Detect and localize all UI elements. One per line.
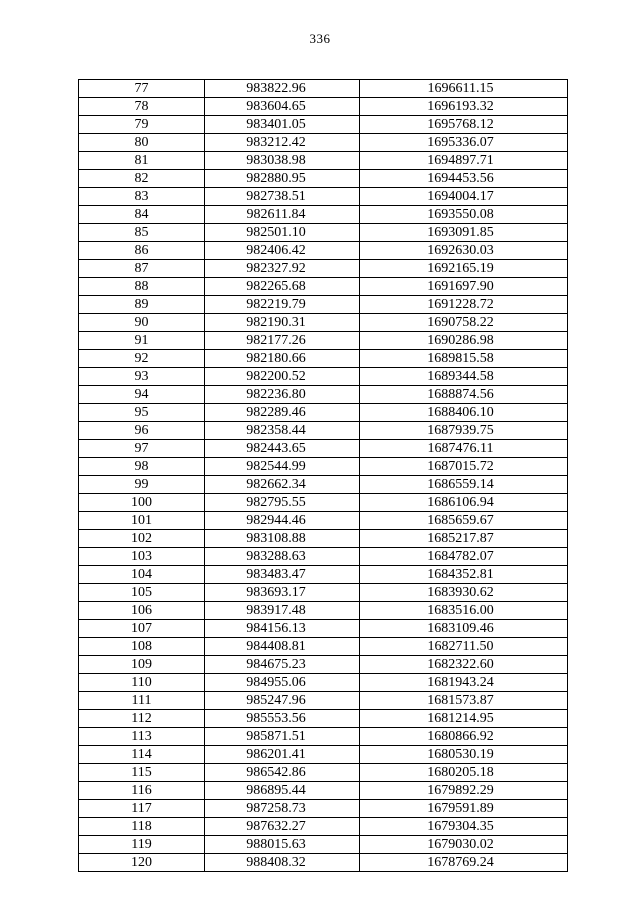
x-coordinate-cell: 987258.73 xyxy=(205,800,360,818)
x-coordinate-cell: 988015.63 xyxy=(205,836,360,854)
x-coordinate-cell: 982880.95 xyxy=(205,170,360,188)
x-coordinate-cell: 983604.65 xyxy=(205,98,360,116)
point-number-cell: 94 xyxy=(79,386,205,404)
point-number-cell: 110 xyxy=(79,674,205,692)
point-number-cell: 105 xyxy=(79,584,205,602)
y-coordinate-cell: 1682711.50 xyxy=(360,638,568,656)
point-number-cell: 113 xyxy=(79,728,205,746)
point-number-cell: 78 xyxy=(79,98,205,116)
point-number-cell: 92 xyxy=(79,350,205,368)
point-number-cell: 115 xyxy=(79,764,205,782)
point-number-cell: 109 xyxy=(79,656,205,674)
x-coordinate-cell: 982944.46 xyxy=(205,512,360,530)
table-row xyxy=(79,638,568,656)
x-coordinate-cell: 983483.47 xyxy=(205,566,360,584)
point-number-cell: 101 xyxy=(79,512,205,530)
table-row xyxy=(79,494,568,512)
x-coordinate-cell: 984675.23 xyxy=(205,656,360,674)
x-coordinate-cell: 982236.80 xyxy=(205,386,360,404)
table-row xyxy=(79,674,568,692)
y-coordinate-cell: 1681214.95 xyxy=(360,710,568,728)
x-coordinate-cell: 982358.44 xyxy=(205,422,360,440)
x-coordinate-cell: 982200.52 xyxy=(205,368,360,386)
table-row xyxy=(79,476,568,494)
x-coordinate-cell: 986895.44 xyxy=(205,782,360,800)
y-coordinate-cell: 1696611.15 xyxy=(360,80,568,98)
table-row xyxy=(79,692,568,710)
x-coordinate-cell: 985247.96 xyxy=(205,692,360,710)
x-coordinate-cell: 987632.27 xyxy=(205,818,360,836)
point-number-cell: 99 xyxy=(79,476,205,494)
y-coordinate-cell: 1694897.71 xyxy=(360,152,568,170)
y-coordinate-cell: 1690286.98 xyxy=(360,332,568,350)
y-coordinate-cell: 1690758.22 xyxy=(360,314,568,332)
x-coordinate-cell: 982327.92 xyxy=(205,260,360,278)
table-row xyxy=(79,440,568,458)
table-row xyxy=(79,422,568,440)
coordinates-table xyxy=(78,79,568,872)
point-number-cell: 77 xyxy=(79,80,205,98)
point-number-cell: 84 xyxy=(79,206,205,224)
x-coordinate-cell: 984408.81 xyxy=(205,638,360,656)
y-coordinate-cell: 1688874.56 xyxy=(360,386,568,404)
table-row xyxy=(79,368,568,386)
point-number-cell: 86 xyxy=(79,242,205,260)
x-coordinate-cell: 985871.51 xyxy=(205,728,360,746)
y-coordinate-cell: 1685659.67 xyxy=(360,512,568,530)
point-number-cell: 80 xyxy=(79,134,205,152)
y-coordinate-cell: 1680530.19 xyxy=(360,746,568,764)
table-row xyxy=(79,710,568,728)
table-row xyxy=(79,242,568,260)
x-coordinate-cell: 988408.32 xyxy=(205,854,360,872)
y-coordinate-cell: 1681943.24 xyxy=(360,674,568,692)
point-number-cell: 111 xyxy=(79,692,205,710)
x-coordinate-cell: 983038.98 xyxy=(205,152,360,170)
table-row xyxy=(79,134,568,152)
point-number-cell: 102 xyxy=(79,530,205,548)
y-coordinate-cell: 1683516.00 xyxy=(360,602,568,620)
point-number-cell: 89 xyxy=(79,296,205,314)
y-coordinate-cell: 1694004.17 xyxy=(360,188,568,206)
y-coordinate-cell: 1695336.07 xyxy=(360,134,568,152)
table-row xyxy=(79,800,568,818)
x-coordinate-cell: 983108.88 xyxy=(205,530,360,548)
table-row xyxy=(79,188,568,206)
point-number-cell: 79 xyxy=(79,116,205,134)
point-number-cell: 104 xyxy=(79,566,205,584)
y-coordinate-cell: 1683109.46 xyxy=(360,620,568,638)
x-coordinate-cell: 985553.56 xyxy=(205,710,360,728)
y-coordinate-cell: 1691697.90 xyxy=(360,278,568,296)
x-coordinate-cell: 983288.63 xyxy=(205,548,360,566)
table-row xyxy=(79,296,568,314)
y-coordinate-cell: 1685217.87 xyxy=(360,530,568,548)
table-row xyxy=(79,764,568,782)
point-number-cell: 103 xyxy=(79,548,205,566)
x-coordinate-cell: 983917.48 xyxy=(205,602,360,620)
table-row xyxy=(79,854,568,872)
y-coordinate-cell: 1695768.12 xyxy=(360,116,568,134)
point-number-cell: 116 xyxy=(79,782,205,800)
x-coordinate-cell: 983401.05 xyxy=(205,116,360,134)
point-number-cell: 91 xyxy=(79,332,205,350)
y-coordinate-cell: 1687476.11 xyxy=(360,440,568,458)
y-coordinate-cell: 1684352.81 xyxy=(360,566,568,584)
table-row xyxy=(79,746,568,764)
table-row xyxy=(79,782,568,800)
table-row xyxy=(79,170,568,188)
table-row xyxy=(79,620,568,638)
x-coordinate-cell: 983693.17 xyxy=(205,584,360,602)
table-row xyxy=(79,530,568,548)
y-coordinate-cell: 1680205.18 xyxy=(360,764,568,782)
x-coordinate-cell: 982289.46 xyxy=(205,404,360,422)
x-coordinate-cell: 982219.79 xyxy=(205,296,360,314)
x-coordinate-cell: 986542.86 xyxy=(205,764,360,782)
y-coordinate-cell: 1696193.32 xyxy=(360,98,568,116)
y-coordinate-cell: 1678769.24 xyxy=(360,854,568,872)
table-row xyxy=(79,152,568,170)
x-coordinate-cell: 982795.55 xyxy=(205,494,360,512)
y-coordinate-cell: 1691228.72 xyxy=(360,296,568,314)
y-coordinate-cell: 1694453.56 xyxy=(360,170,568,188)
y-coordinate-cell: 1681573.87 xyxy=(360,692,568,710)
point-number-cell: 98 xyxy=(79,458,205,476)
table-row xyxy=(79,278,568,296)
x-coordinate-cell: 982738.51 xyxy=(205,188,360,206)
table-row xyxy=(79,224,568,242)
x-coordinate-cell: 982501.10 xyxy=(205,224,360,242)
table-row xyxy=(79,548,568,566)
point-number-cell: 96 xyxy=(79,422,205,440)
y-coordinate-cell: 1679892.29 xyxy=(360,782,568,800)
point-number-cell: 100 xyxy=(79,494,205,512)
y-coordinate-cell: 1693091.85 xyxy=(360,224,568,242)
point-number-cell: 97 xyxy=(79,440,205,458)
y-coordinate-cell: 1689344.58 xyxy=(360,368,568,386)
table-row xyxy=(79,350,568,368)
table-row xyxy=(79,584,568,602)
y-coordinate-cell: 1686559.14 xyxy=(360,476,568,494)
y-coordinate-cell: 1692630.03 xyxy=(360,242,568,260)
point-number-cell: 85 xyxy=(79,224,205,242)
x-coordinate-cell: 983212.42 xyxy=(205,134,360,152)
x-coordinate-cell: 982180.66 xyxy=(205,350,360,368)
x-coordinate-cell: 982662.34 xyxy=(205,476,360,494)
y-coordinate-cell: 1687939.75 xyxy=(360,422,568,440)
y-coordinate-cell: 1693550.08 xyxy=(360,206,568,224)
table-row xyxy=(79,260,568,278)
point-number-cell: 82 xyxy=(79,170,205,188)
x-coordinate-cell: 982265.68 xyxy=(205,278,360,296)
x-coordinate-cell: 983822.96 xyxy=(205,80,360,98)
table-row xyxy=(79,728,568,746)
y-coordinate-cell: 1688406.10 xyxy=(360,404,568,422)
y-coordinate-cell: 1683930.62 xyxy=(360,584,568,602)
x-coordinate-cell: 982443.65 xyxy=(205,440,360,458)
point-number-cell: 83 xyxy=(79,188,205,206)
point-number-cell: 95 xyxy=(79,404,205,422)
y-coordinate-cell: 1682322.60 xyxy=(360,656,568,674)
table-row xyxy=(79,512,568,530)
table-row xyxy=(79,656,568,674)
y-coordinate-cell: 1689815.58 xyxy=(360,350,568,368)
point-number-cell: 88 xyxy=(79,278,205,296)
x-coordinate-cell: 986201.41 xyxy=(205,746,360,764)
x-coordinate-cell: 982177.26 xyxy=(205,332,360,350)
table-row xyxy=(79,314,568,332)
point-number-cell: 119 xyxy=(79,836,205,854)
x-coordinate-cell: 982544.99 xyxy=(205,458,360,476)
table-row xyxy=(79,332,568,350)
point-number-cell: 107 xyxy=(79,620,205,638)
table-body xyxy=(79,80,568,872)
page-number: 336 xyxy=(309,31,331,46)
point-number-cell: 117 xyxy=(79,800,205,818)
point-number-cell: 120 xyxy=(79,854,205,872)
y-coordinate-cell: 1680866.92 xyxy=(360,728,568,746)
table-row xyxy=(79,566,568,584)
x-coordinate-cell: 984156.13 xyxy=(205,620,360,638)
point-number-cell: 112 xyxy=(79,710,205,728)
point-number-cell: 108 xyxy=(79,638,205,656)
table-row xyxy=(79,206,568,224)
x-coordinate-cell: 982611.84 xyxy=(205,206,360,224)
point-number-cell: 114 xyxy=(79,746,205,764)
table-row xyxy=(79,818,568,836)
table-row xyxy=(79,116,568,134)
table-row xyxy=(79,836,568,854)
y-coordinate-cell: 1687015.72 xyxy=(360,458,568,476)
point-number-cell: 81 xyxy=(79,152,205,170)
table-row xyxy=(79,458,568,476)
point-number-cell: 90 xyxy=(79,314,205,332)
table-row xyxy=(79,80,568,98)
x-coordinate-cell: 982190.31 xyxy=(205,314,360,332)
point-number-cell: 106 xyxy=(79,602,205,620)
x-coordinate-cell: 982406.42 xyxy=(205,242,360,260)
y-coordinate-cell: 1679591.89 xyxy=(360,800,568,818)
table-row xyxy=(79,386,568,404)
y-coordinate-cell: 1679304.35 xyxy=(360,818,568,836)
table-row xyxy=(79,404,568,422)
y-coordinate-cell: 1692165.19 xyxy=(360,260,568,278)
table-row xyxy=(79,602,568,620)
y-coordinate-cell: 1684782.07 xyxy=(360,548,568,566)
x-coordinate-cell: 984955.06 xyxy=(205,674,360,692)
y-coordinate-cell: 1686106.94 xyxy=(360,494,568,512)
point-number-cell: 87 xyxy=(79,260,205,278)
point-number-cell: 93 xyxy=(79,368,205,386)
y-coordinate-cell: 1679030.02 xyxy=(360,836,568,854)
table-row xyxy=(79,98,568,116)
point-number-cell: 118 xyxy=(79,818,205,836)
